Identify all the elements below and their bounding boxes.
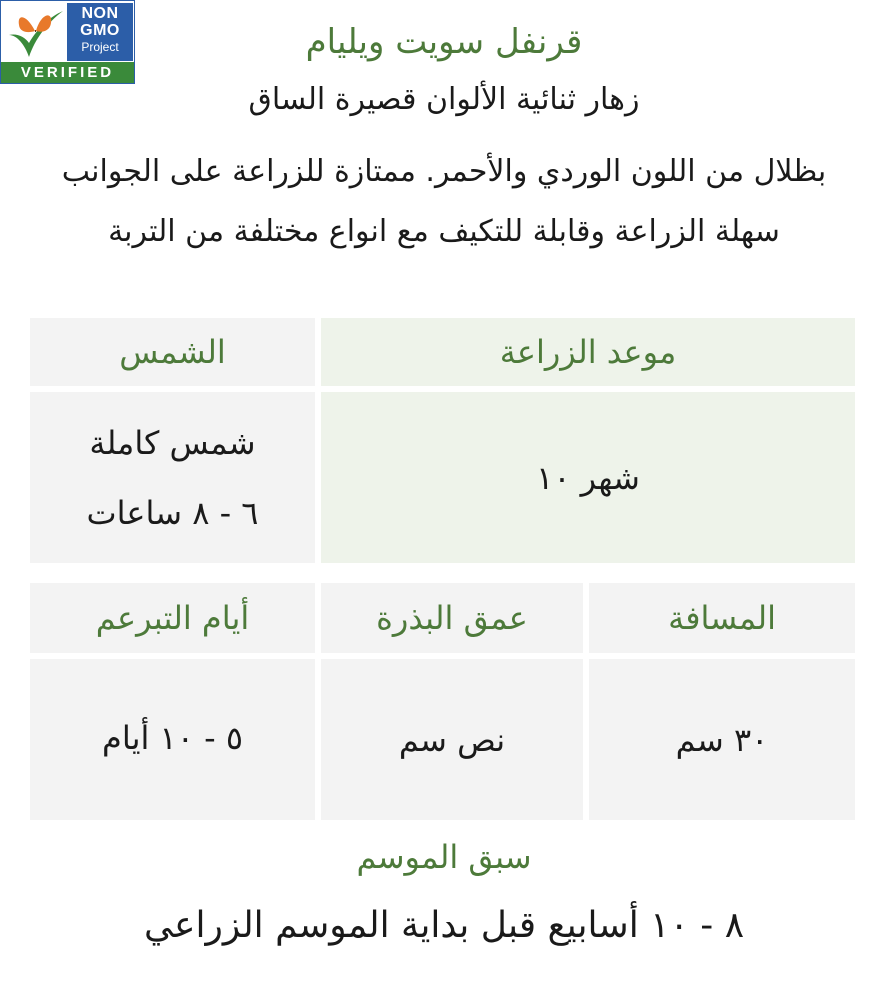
- sun-value-line-2: ٦ - ٨ ساعات: [86, 493, 259, 532]
- spacing-header: [589, 583, 855, 653]
- badge-line-gmo: GMO: [80, 22, 120, 39]
- product-description: [20, 142, 868, 262]
- germination-cell: [30, 659, 315, 820]
- badge-top: [1, 1, 134, 63]
- badge-verified: VERIFIED: [1, 62, 134, 83]
- description-line-1: بظلال من اللون الوردي والأحمر. ممتازة للزراعة على الجوانب: [61, 154, 827, 189]
- planting-time-value: شهر ١٠: [536, 458, 640, 497]
- non-gmo-badge: [0, 0, 135, 84]
- germination-value: ٥ - ١٠ أيام: [102, 719, 243, 757]
- planting-time-cell: [321, 392, 855, 563]
- spacing-value: ٣٠ سم: [675, 720, 769, 759]
- seed-depth-label: عمق البذرة: [376, 599, 528, 637]
- sun-cell: [30, 392, 315, 563]
- spacing-label: المسافة: [668, 599, 776, 637]
- planting-time-label: موعد الزراعة: [499, 333, 677, 371]
- spacing-cell: [589, 659, 855, 820]
- season-label: سبق الموسم: [356, 838, 532, 876]
- planting-time-header: [321, 318, 855, 386]
- sun-label: الشمس: [119, 333, 226, 371]
- seed-depth-value: نص سم: [398, 720, 506, 759]
- product-title: قرنفل سويت ويليام: [305, 22, 583, 62]
- season-value: ٨ - ١٠ أسابيع قبل بداية الموسم الزراعي: [143, 905, 745, 946]
- product-subtitle: زهار ثنائية الألوان قصيرة الساق: [248, 82, 640, 117]
- sun-value-line-1: شمس كاملة: [89, 423, 256, 462]
- description-line-2: سهلة الزراعة وقابلة للتكيف مع انواع مختلفة من التربة: [108, 214, 780, 249]
- sun-header: [30, 318, 315, 386]
- germination-label: أيام التبرعم: [95, 599, 250, 637]
- badge-line-non: NON: [81, 5, 119, 22]
- seed-depth-header: [321, 583, 583, 653]
- butterfly-leaf-icon: [5, 5, 65, 61]
- badge-line-project: Project: [81, 40, 119, 54]
- seed-depth-cell: [321, 659, 583, 820]
- badge-text-box: [67, 3, 133, 61]
- germination-header: [30, 583, 315, 653]
